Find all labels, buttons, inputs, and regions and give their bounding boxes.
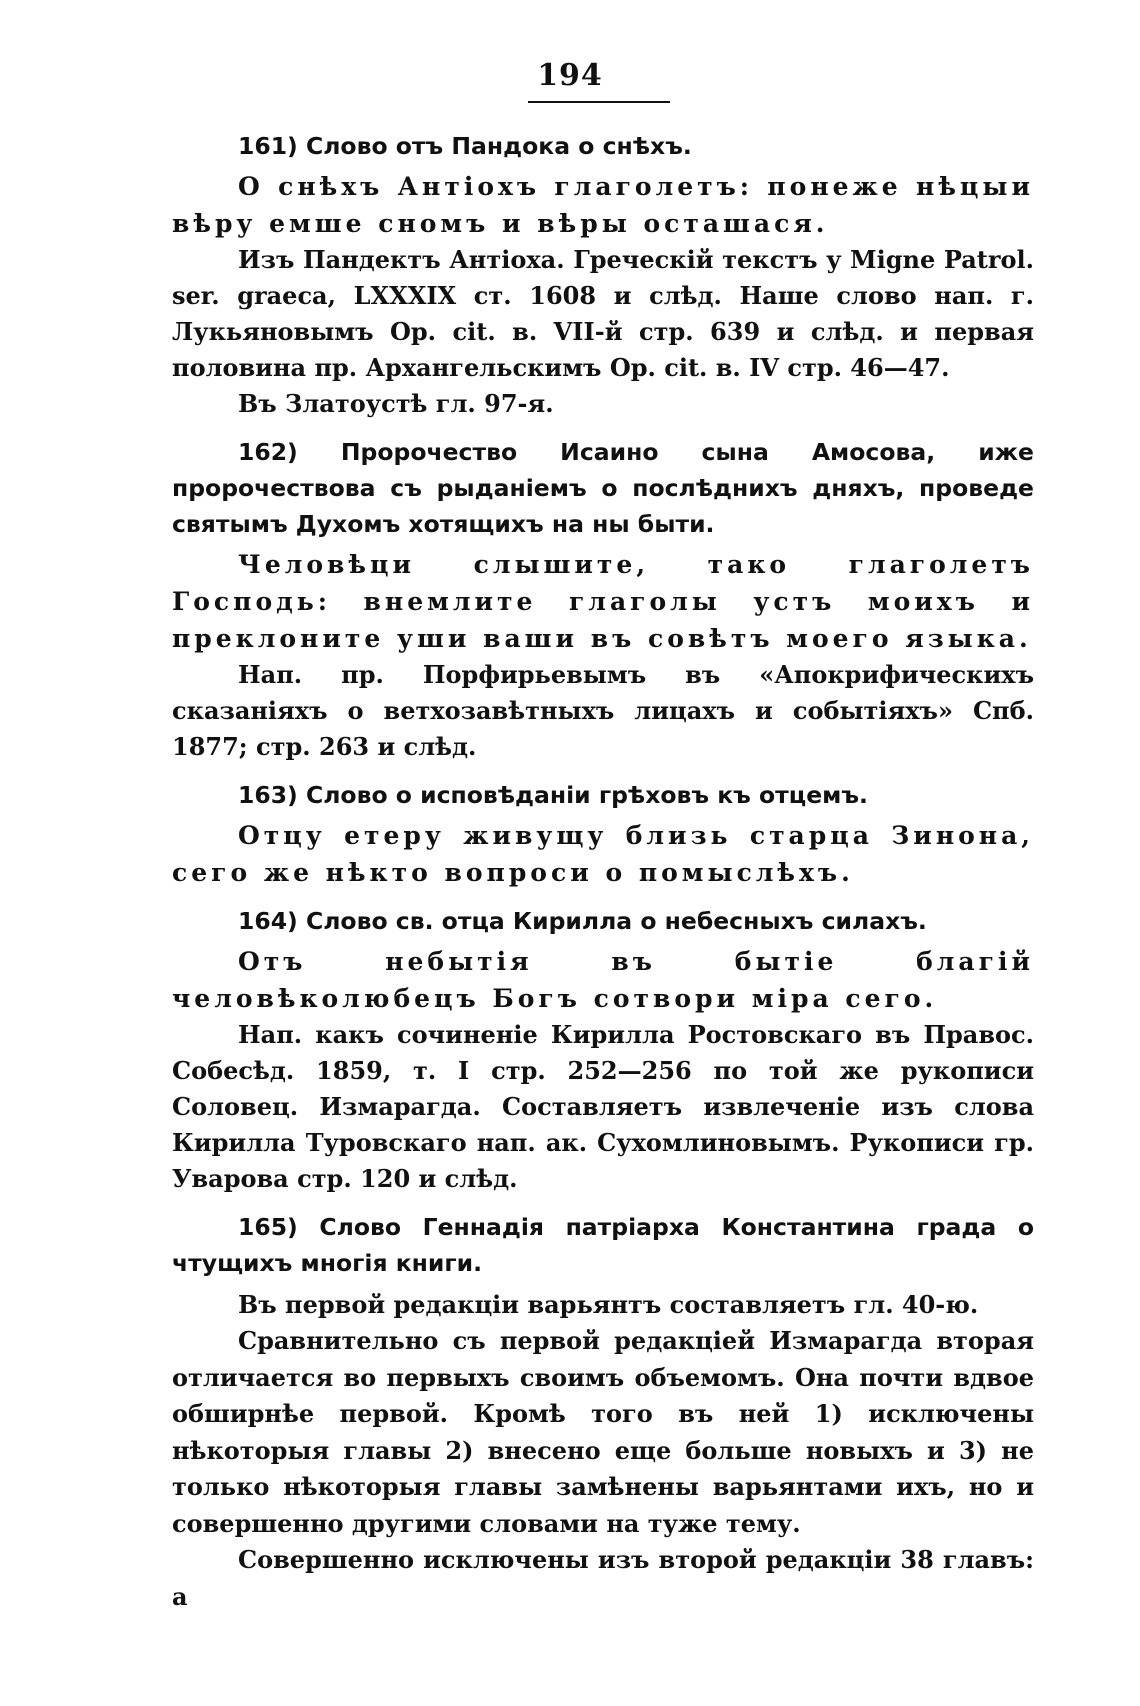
entry-note: Изъ Пандектъ Антіоха. Греческій текстъ у Migne Patrol. ser. graeca, LXXXIX ст. 1608 и слѣд. Наше слово нап. г. Лукьяновымъ Op. cit. в. VII-й стр. 639 и слѣд. и первая половина пр. Архангельскимъ Op. cit. в. IV стр. 46—47. bbox=[172, 245, 1034, 382]
page-body bbox=[172, 128, 1034, 1627]
entry-162 bbox=[172, 434, 1034, 765]
entry-heading: 165) Слово Геннадія патріарха Константина града о чтущихъ многія книги. bbox=[172, 1213, 1034, 1277]
entry-quote: Человѣци слышите, тако глаголетъ Господь: внемлите глаголы устъ моихъ и преклоните уши ваши въ совѣтъ моего языка. bbox=[172, 550, 1034, 653]
page-number-underline bbox=[528, 101, 670, 103]
entry-165 bbox=[172, 1209, 1034, 1615]
entry-heading: 164) Слово св. отца Кирилла о небесныхъ силахъ. bbox=[238, 907, 927, 935]
entry-quote: Отъ небытія въ бытіе благій человѣколюбецъ Богъ сотвори міра сего. bbox=[172, 947, 1034, 1013]
entry-164 bbox=[172, 903, 1034, 1197]
entry-heading: 161) Слово отъ Пандока о снѣхъ. bbox=[238, 132, 692, 160]
entry-note: Нап. какъ сочиненіе Кирилла Ростовскаго въ Правос. Собесѣд. 1859, т. I стр. 252—256 по той же рукописи Соловец. Измарагда. Составляетъ извлеченіе изъ слова Кирилла Туровскаго нап. ак. Сухомлиновымъ. Рукописи гр. Уварова стр. 120 и слѣд. bbox=[172, 1020, 1034, 1193]
entry-161 bbox=[172, 128, 1034, 422]
entry-163 bbox=[172, 777, 1034, 891]
closing-paragraph: Сравнительно съ первой редакціей Измарагда вторая отличается во первыхъ своимъ объемомъ. Она почти вдвое обширнѣе первой. Кромѣ того въ ней 1) исключены нѣкоторыя главы 2) внесено еще больше новыхъ и 3) не только нѣкоторыя главы замѣнены варьянтами ихъ, но и совершенно другими словами на туже тему. bbox=[172, 1326, 1034, 1538]
page-number: 194 bbox=[537, 58, 603, 93]
entry-quote: О снѣхъ Антіохъ глаголетъ: понеже нѣцыи вѣру емше сномъ и вѣры осташася. bbox=[172, 172, 1034, 238]
entry-heading: 163) Слово о исповѣданіи грѣховъ къ отцемъ. bbox=[238, 781, 868, 809]
entry-heading: 162) Пророчество Исаино сына Амосова, иже пророчествова съ рыданіемъ о послѣднихъ дняхъ, проведе святымъ Духомъ хотящихъ на ны быти. bbox=[172, 438, 1034, 538]
entry-quote: Отцу етеру живущу близь старца Зинона, сего же нѣкто вопроси о помыслѣхъ. bbox=[172, 821, 1034, 887]
closing-paragraph: Совершенно исключены изъ второй редакціи 38 главъ: а bbox=[172, 1545, 1034, 1611]
entry-note: Въ Златоустѣ гл. 97-я. bbox=[238, 389, 554, 418]
entry-note: Нап. пр. Порфирьевымъ въ «Апокрифическихъ сказаніяхъ о ветхозавѣтныхъ лицахъ и событіяхъ» Спб. 1877; стр. 263 и слѣд. bbox=[172, 660, 1034, 761]
entry-note: Въ первой редакціи варьянтъ составляетъ гл. 40-ю. bbox=[238, 1290, 979, 1319]
